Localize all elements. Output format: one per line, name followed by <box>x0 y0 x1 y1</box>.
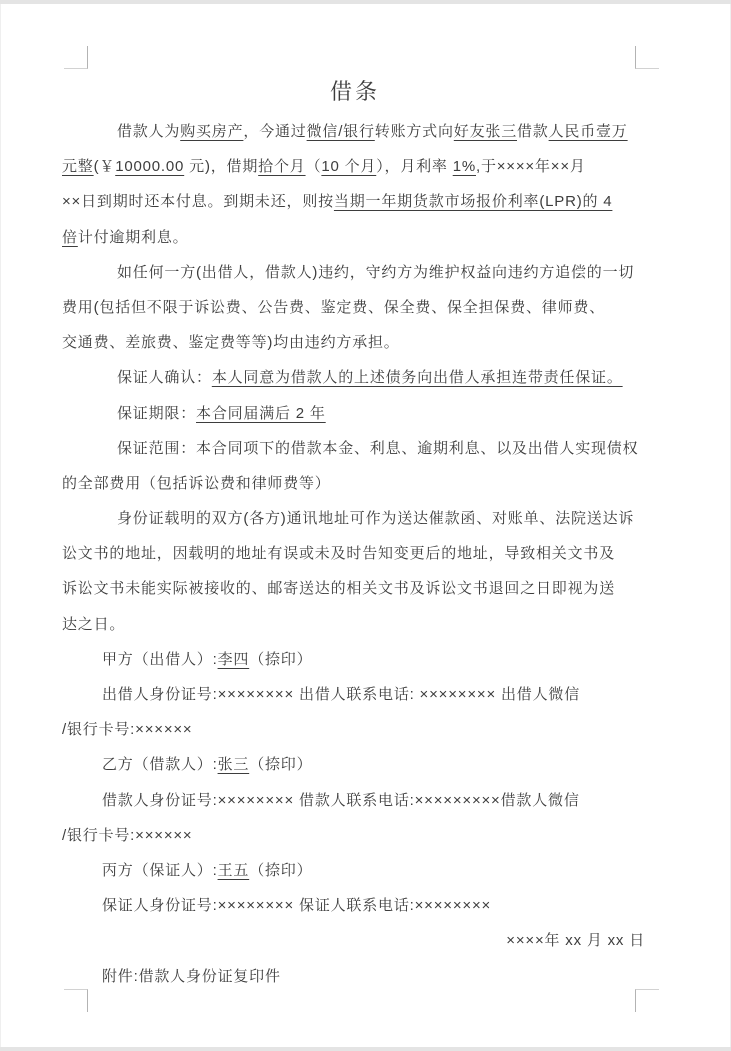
text-line <box>62 783 648 818</box>
margin-corner-mark-top-right <box>635 46 659 69</box>
text-line <box>62 888 648 923</box>
text-line <box>62 466 648 501</box>
text-line <box>62 642 648 677</box>
underlined-text: 1% <box>452 158 476 176</box>
text-line <box>62 431 648 466</box>
text-segment: ××××年 xx 月 xx 日 <box>506 932 645 950</box>
text-line <box>62 571 648 606</box>
text-segment: 保证期限： <box>117 404 197 422</box>
underlined-text: 10 个月 <box>321 158 377 176</box>
text-segment: 借款人为 <box>117 123 181 140</box>
text-line <box>62 501 648 536</box>
underlined-text: 购买房产 <box>180 123 244 140</box>
text-segment: （捺印） <box>249 861 313 879</box>
text-segment: 丙方（保证人）: <box>102 861 218 879</box>
text-line <box>62 818 648 853</box>
text-line <box>62 607 648 642</box>
text-segment: /银行卡号:×××××× <box>62 721 193 739</box>
underlined-text: 好友张三 <box>453 123 517 140</box>
underlined-text: 本人同意为借款人的上述债务向出借人承担连带责任保证。 <box>211 369 623 387</box>
text-segment: 借款人身份证号:×××××××× 借款人联系电话:×××××××××借款人微信 <box>102 791 580 809</box>
document-page[interactable] <box>62 70 648 994</box>
text-line <box>62 536 648 571</box>
text-line <box>62 290 648 325</box>
text-segment: 保证人确认： <box>117 369 212 387</box>
text-segment: 费用(包括但不限于诉讼费、公告费、鉴定费、保全费、保全担保费、律师费、 <box>62 298 605 316</box>
text-segment: 身份证载明的双方(各方)通讯地址可作为送达催款函、对账单、法院送达诉 <box>117 510 635 528</box>
underlined-text: 拾个月 <box>258 158 306 176</box>
text-segment: 转账方式向 <box>374 123 454 140</box>
text-line <box>62 360 648 395</box>
text-segment: 计付逾期利息。 <box>77 228 189 246</box>
text-line <box>62 747 648 782</box>
text-segment: 达之日。 <box>62 615 126 633</box>
text-segment: 借款 <box>517 123 549 140</box>
underlined-text: 张三 <box>217 756 250 774</box>
text-segment: /银行卡号:×××××× <box>62 826 193 844</box>
underlined-text: 微信/银行 <box>306 123 375 140</box>
text-segment: 如任何一方(出借人，借款人)违约，守约方为维护权益向违约方追偿的一切 <box>117 263 635 281</box>
text-line <box>62 396 648 431</box>
text-segment: 的全部费用（包括诉讼费和律师费等） <box>62 474 331 492</box>
text-segment: 交通费、差旅费、鉴定费等等)均由违约方承担。 <box>62 334 400 352</box>
underlined-text: 李四 <box>217 650 250 668</box>
text-line <box>62 220 648 255</box>
text-segment: ××日到期时还本付息。到期未还，则按 <box>62 193 334 211</box>
page-edge-bottom <box>0 1047 731 1051</box>
text-segment: 元)，借期 <box>184 158 259 176</box>
text-segment: 出借人身份证号:×××××××× 出借人联系电话: ×××××××× 出借人微信 <box>102 686 580 703</box>
text-segment: ，今通过 <box>243 123 307 140</box>
document-body <box>62 114 648 994</box>
text-segment: 讼文书的地址，因载明的地址有误或未及时告知变更后的地址，导致相关文书及 <box>62 545 616 563</box>
underlined-text: 元整 <box>62 158 94 176</box>
text-line <box>62 149 648 184</box>
margin-corner-mark-top-left <box>64 46 88 69</box>
text-line <box>62 712 648 747</box>
underlined-text: 当期一年期货款市场报价利率(LPR)的 4 <box>333 193 613 211</box>
text-segment: 乙方（借款人）: <box>102 756 218 774</box>
text-line <box>62 325 648 360</box>
underlined-text: 10000.00 <box>115 158 185 176</box>
text-segment: 诉讼文书未能实际被接收的、邮寄送达的相关文书及诉讼文书退回之日即视为送 <box>62 580 616 598</box>
text-segment: （捺印） <box>249 756 313 774</box>
text-segment: ,于××××年××月 <box>475 158 586 176</box>
text-line <box>62 853 648 888</box>
underlined-text: 倍 <box>62 228 78 246</box>
text-line <box>62 959 648 994</box>
text-line <box>62 677 648 712</box>
text-segment: ），月利率 <box>376 158 453 176</box>
text-segment: 保证人身份证号:×××××××× 保证人联系电话:×××××××× <box>102 897 492 915</box>
text-segment: 附件:借款人身份证复印件 <box>102 967 281 985</box>
text-line <box>62 923 648 958</box>
text-segment: 甲方（出借人）: <box>102 650 218 668</box>
text-segment: (￥ <box>93 158 116 176</box>
page-edge-top <box>0 0 731 4</box>
text-line <box>62 184 648 219</box>
text-segment: （捺印） <box>249 650 313 668</box>
text-segment: 保证范围：本合同项下的借款本金、利息、逾期利息、以及出借人实现债权 <box>117 439 639 457</box>
underlined-text: 本合同届满后 2 年 <box>196 404 326 422</box>
document-title: 借条 <box>329 79 380 104</box>
page-edge-left <box>0 4 1 1047</box>
text-segment: （ <box>305 158 322 176</box>
text-line <box>62 255 648 290</box>
text-line <box>62 114 648 149</box>
underlined-text: 王五 <box>217 861 250 879</box>
underlined-text: 人民币壹万 <box>548 123 628 140</box>
